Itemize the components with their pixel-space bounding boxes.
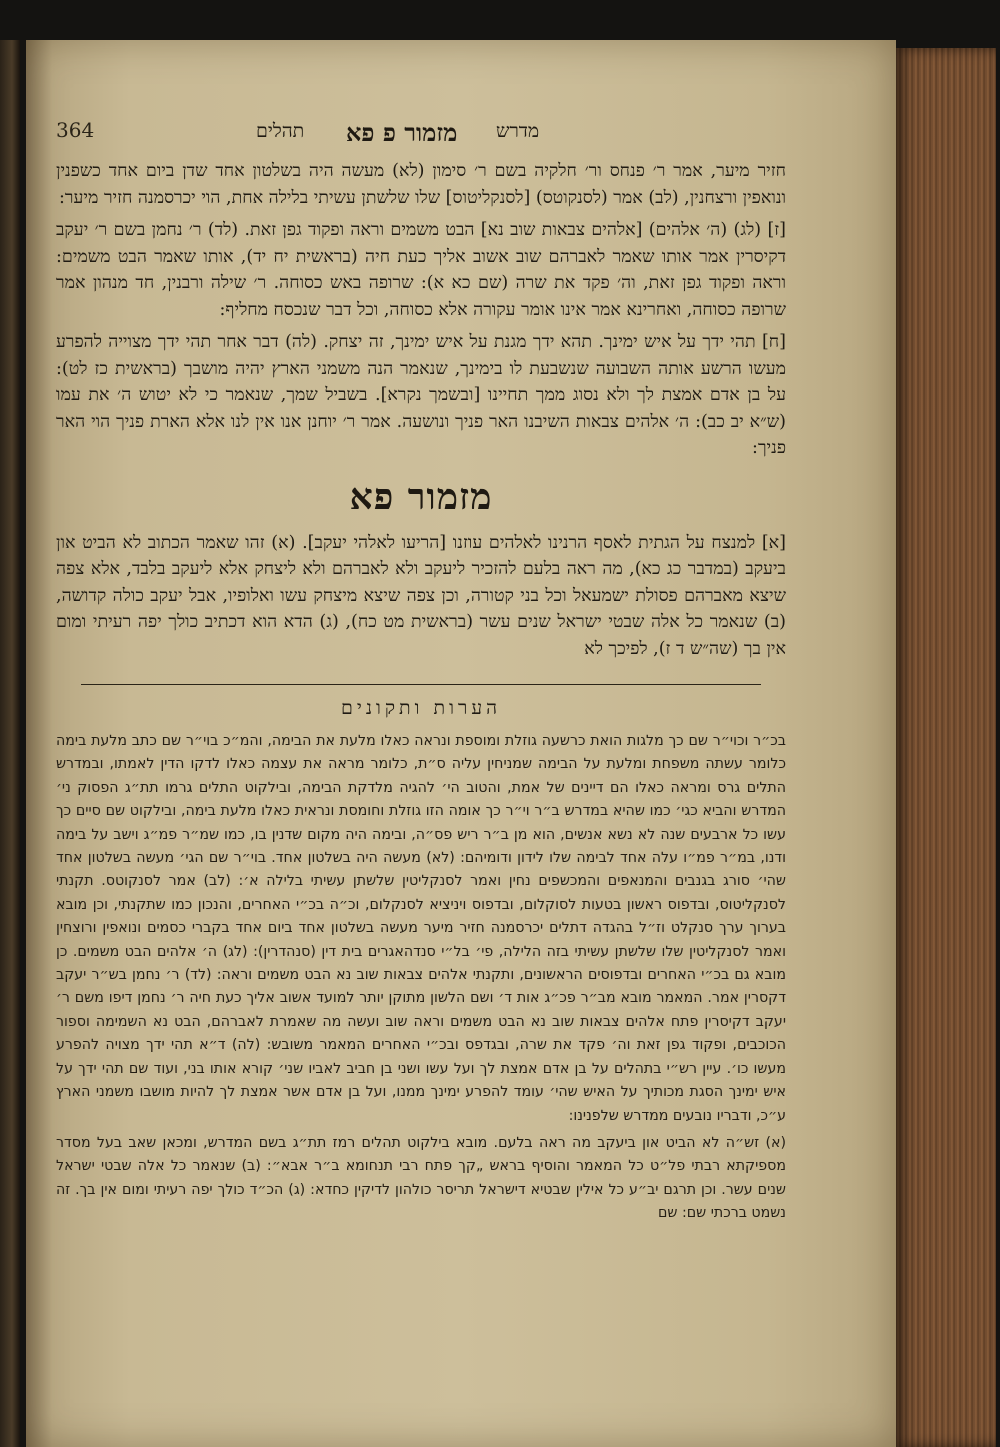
header-psalm-title: מזמור פ פא: [346, 118, 458, 147]
page-content: [56, 118, 786, 1226]
notes-title: הערות ותקונים: [341, 697, 501, 719]
text-paragraph: חזיר מיער, אמר ר׳ פנחס ור׳ חלקיה בשם ר׳ סימון (לא) מעשה היה בשלטון אחד שדן ביום אחד כשפנין ונואפין ורצחנין, (לב) אמר (לסנקוטס) [לסנקליטוס] שלו שלשתן עשיתי בלילה אחת, הוי יכרסמנה חזיר מיער:: [56, 161, 786, 208]
section-title: מזמור פא: [349, 475, 493, 518]
book-spine-edge: [0, 40, 20, 1447]
header-midrash: מדרש: [496, 120, 540, 142]
divider-rule: [81, 684, 761, 685]
running-header: [56, 118, 786, 158]
text-paragraph: [ז] (לג) (ה׳ אלהים) [אלהים צבאות שוב נא] הבט משמים וראה ופקוד גפן זאת. (לד) ר׳ נחמן בשם ר׳ יעקב דקיסרין אמר אותו שאמר לאברהם שוב אשוב אליך כעת חיה (בראשית יח יד), אותו שאמר הבט משמים: וראה ופקוד גפן זאת, וה׳ פקד את שרה (שם כא א): שרופה באש כסוחה. ר׳ שילה ורבנין, חד מנהון אמר שרופה כסוחה, ואחרינא אמר אינו אומר עקורה אלא כסוחה, וכל דבר שנכסח מחליף:: [56, 220, 786, 320]
text-paragraph: [ח] תהי ידך על איש ימינך. תהא ידך מגנת על איש ימינך, זה יצחק. (לה) דבר אחר תהי ידך מצוייה להפרע מעשו הרשע אותה השבועה שנשבעת לו בימינך, שנאמר הנה משמני הארץ יהיה מושבך (בראשית כז לט): על בן אדם אמצת לך ולא נסוג ממך תחיינו [ובשמך נקרא]. בשביל שמך, שנאמר כי לא יטוש ה׳ את עמו (ש״א יב כב): ה׳ אלהים צבאות השיבנו האר פניך ונושעה. אמר ר׳ יוחנן אנו אין לנו אלא הארת פניך הוי האר פניך:: [56, 332, 786, 458]
notes-paragraph: בכ״ר וכוי״ר שם כך מלגות הואת כרשעה גוזלת ומוספת ונראה כאלו מלעת את הבימה, והמ״כ בוי״ר שם כתב מלעת בימה כלומר עשתה משפחת ומלעת על הבימה שמניחין עליה ס״ת, כלומר מראה את עצמה כאלו לדקו הדין לאמתו, ובמדרש התלים גרס ומראה כאלו הם דיינים של אמת, והטוב הי׳ להגיה מלדקת הבימה, ובילקוט התלים גרמו תת״ג הפסוק ני׳ המדרש והביא כגי׳ כמו שהיא במדרש ב״ר וי״ר כך אומה הזו גוזלת וחומסת ונראית כאלו מלעת בימה, ובילקוט שם סיים כך עשו כל ארבעים שנה לא נשא אנשים, הוא מן ב״ר ריש פס״ה, ובימה היה מקום שדנין בו, כמו שמ״ר פמ״ג וישב על בימה ודנו, במ״ר פמ״ו עלה אחד לבימה שלו לידון ודומיהם: (לא) מעשה היה בשלטון אחד. בוי״ר שם הגי׳ מעשה בשלטון אחד שהי׳ סורג בגנבים והמנאפים והמכשפים נחין ואמר לסנקליטין שלשתן עשיתי בלילה א׳: (לב) אמר לסנקוטס. תקנתי לסנקליטוס, ובדפוס ראשון בטעות לסוקלום, ובדפוס ויניציא לסנקלום, וכ״ה בכ״י האחרים, והנכון כמו שתקנתי, וכן מובא בערוך ערך סנקלט וז״ל בהגדה דתלים יכרסמנה חזיר מיער מעשה בשלטון אחד ביום אחד בקברי כסמים ונואפין ורוצחין ואמר לסנקליטין שלו שלשתן עשיתי בזה הלילה, פי׳ בל״י סנדהאגרים בית דין (סנהדרין): (לג) ה׳ אלהים הבט משמים. כן מובא גם בכ״י האחרים ובדפוסים הראשונים, ותקנתי אלהים צבאות שוב נא הבט משמים וראה: (לד) ר׳ נחמן בש״ר יעקב דקסרין אמר. המאמר מובא מב״ר פכ״ג אות ד׳ ושם הלשון מתוקן יותר למועד אשוב אליך כעת חיה ר׳ נחמן דיפו משם ר׳ יעקב דקיסרין פתח אלהים צבאות שוב נא הבט משמים וראה שוב ועשה מה שאמרת לאברהם, הבט נא השמימה וספור הכוכבים, ופקוד גפן זאת וה׳ פקד את שרה, ובגדפס ובכ״י האחרים המאמר משובש: (לה) ד״א תהי ידך מצויה להפרע מעשו כו׳. עיין רש״י בתהלים על בן אדם אמצת לך ועל עשו ושני בן חביב לאביו שני׳ קורא אותו בני, ועוד שם תהי ידך על איש ימינך הסגת מכותיך על האיש שהי׳ עומד להפרע ימינך ממנו, ועל בן אדם אשר אמצת לך להיות מושבו משמני הארץ ע״כ, ודבריו נובעים ממדרש שלפנינו:: [56, 733, 786, 1124]
page-stack-edge: [896, 48, 996, 1447]
notes-paragraph: (א) זש״ה לא הביט און ביעקב מה ראה בלעם. מובא בילקוט תהלים רמז תת״ג בשם המדרש, ומכאן שאב בעל מסדר מספיקתא רבתי פל״ט כל המאמר והוסיף בראש „קך פתח רבי תנחומא ב״ר אבא״: (ב) שנאמר כל אלה שבטי ישראל שנים עשר. וכן תרגם יב״ע כל אילין שבטיא דישראל תריסר כולהון לדיקין כחדא: (ג) הכ״ד כולך יפה רעיתי ומום אין בך. זה נשמט ברכתי שם: שם: [56, 1134, 786, 1222]
section-paragraph: [א] למנצח על הגתית לאסף הרנינו לאלהים עוזנו [הריעו לאלהי יעקב]. (א) זהו שאמר הכתוב לא הביט און ביעקב (במדבר כג כא), מה ראה בלעם להזכיר ליעקב ולא לאברהם ולא ליצחק אלא ליעקב בלבד, אלא צפה שיצא מאברהם פסולת ישמעאל וכל בני קטורה, וכן צפה שיצא מיצחק עשו ואלופיו, אבל יעקב כולה קדושה, (ב) שנאמר כל אלה שבטי ישראל שנים עשר (בראשית מט כח), (ג) הדא הוא דכתיב כולך יפה רעיתי ומום אין בך (שה״ש ד ז), לפיכך לא: [56, 532, 786, 659]
header-book-name: תהלים: [256, 120, 305, 142]
page-number: 364: [56, 118, 95, 142]
book-page: [26, 40, 896, 1447]
